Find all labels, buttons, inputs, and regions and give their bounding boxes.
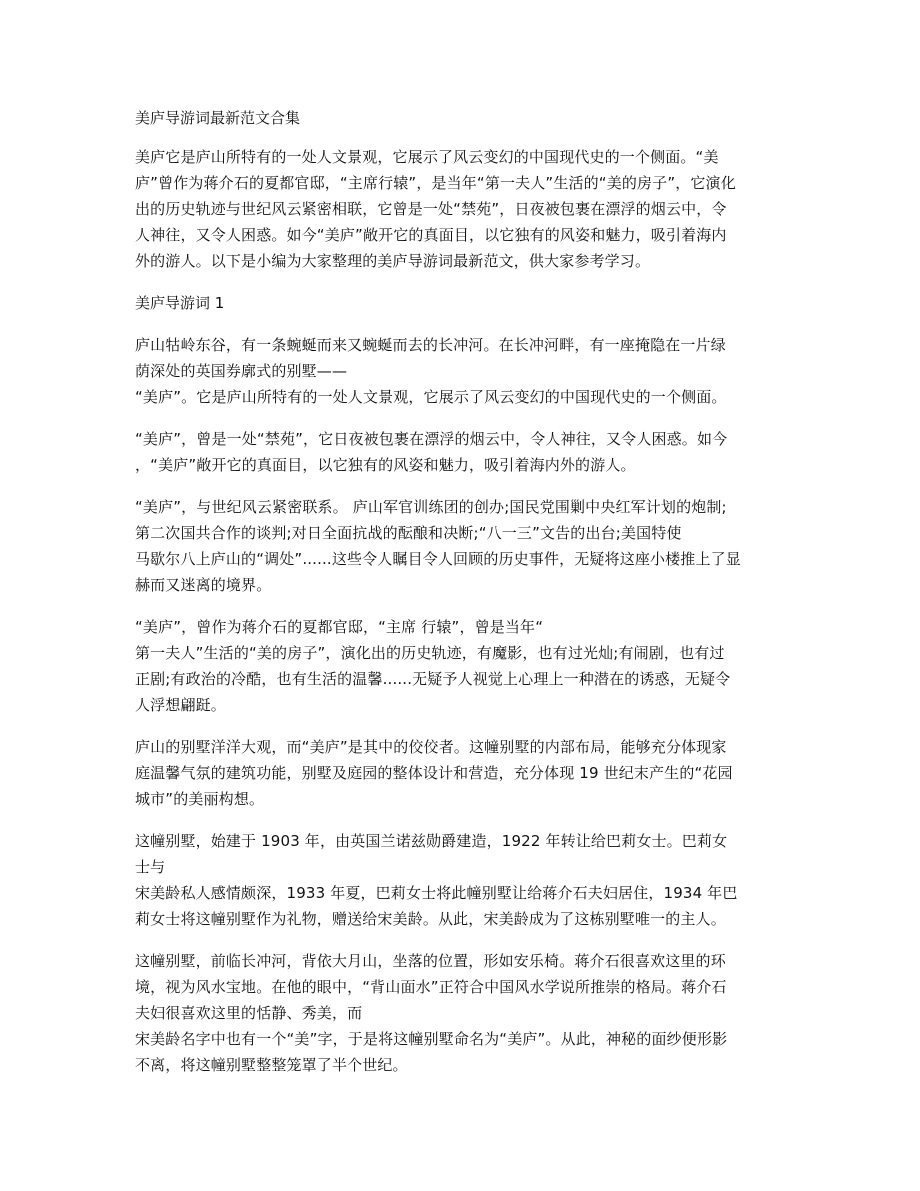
text-line: 宋美龄私人感情颇深，1933 年夏，巴莉女士将此幢别墅让给蒋介石夫妇居住，1934 年巴 [135, 884, 738, 902]
text-line: “美庐”，曾是一处“禁苑”，它日夜被包裹在漂浮的烟云中，令人神往，又令人困惑。如今 [135, 430, 728, 448]
text-line: 庐山牯岭东谷，有一条蜿蜒而来又蜿蜒而去的长冲河。在长冲河畔，有一座掩隐在一片绿 [135, 336, 726, 354]
body-paragraph [135, 426, 787, 478]
text-line: 出的历史轨迹与世纪风云紧密相联，它曾是一处“禁苑”，日夜被包裹在漂浮的烟云中，令 [135, 200, 727, 218]
text-line: 美庐它是庐山所特有的一处人文景观，它展示了风云变幻的中国现代史的一个侧面。“美 [135, 148, 719, 166]
text-line: 第一夫人”生活的“美的房子”，演化出的历史轨迹，有魔影，也有过光灿;有闹剧，也有过 [135, 644, 725, 662]
text-line: 人浮想翩跹。 [135, 696, 226, 714]
text-line: 荫深处的英国券廓式的别墅—— [135, 362, 348, 380]
text-line: 莉女士将这幢别墅作为礼物，赠送给宋美龄。从此，宋美龄成为了这栋别墅唯一的主人。 [135, 910, 726, 928]
text-line: “美庐”，与世纪风云紧密联系。 庐山军官训练团的创办;国民党围剿中央红军计划的炮制; [135, 498, 727, 516]
body-paragraph [135, 332, 787, 410]
text-line: 夫妇很喜欢这里的恬静、秀美，而 [135, 1004, 363, 1022]
body-paragraph [135, 494, 787, 598]
text-line: 这幢别墅，前临长冲河，背依大月山，坐落的位置，形如安乐椅。蒋介石很喜欢这里的环 [135, 952, 726, 970]
text-line: 城市”的美丽构想。 [135, 790, 265, 808]
body-paragraph [135, 614, 787, 718]
body-paragraph [135, 734, 787, 812]
text-line: 第二次国共合作的谈判;对日全面抗战的酝酿和决断;“八一三”文告的出台;美国特使 [135, 524, 682, 542]
text-line: 庐山的别墅洋洋大观，而“美庐”是其中的佼佼者。这幢别墅的内部布局，能够充分体现家 [135, 738, 727, 756]
document-title: 美庐导游词最新范文合集 [135, 109, 301, 127]
text-line: ，“美庐”敞开它的真面目，以它独有的风姿和魅力，吸引着海内外的游人。 [135, 456, 636, 474]
intro-paragraph [135, 144, 787, 274]
document-page [135, 104, 787, 1094]
text-line: 境，视为风水宝地。在他的眼中，“背山面水”正符合中国风水学说所推崇的格局。蒋介石 [135, 978, 727, 996]
text-line: 正剧;有政治的冷酷，也有生活的温馨......无疑予人视觉上心理上一种潜在的诱惑，无疑令 [135, 670, 731, 688]
text-line: 宋美龄名字中也有一个“美”字，于是将这幢别墅命名为“美庐”。从此，神秘的面纱便形影 [135, 1030, 728, 1048]
text-line: 不离，将这幢别墅整整笼罩了半个世纪。 [135, 1056, 408, 1074]
section-heading: 美庐导游词 1 [135, 294, 225, 312]
text-line: 外的游人。以下是小编为大家整理的美庐导游词最新范文，供大家参考学习。 [135, 252, 651, 270]
text-line: 人神往，又令人困惑。如今“美庐”敞开它的真面目，以它独有的风姿和魅力，吸引着海内 [135, 226, 727, 244]
body-paragraph [135, 948, 787, 1078]
text-line: 马歇尔八上庐山的“调处”......这些令人瞩目令人回顾的历史事件，无疑将这座小楼推上了显 [135, 550, 741, 568]
text-line: “美庐”，曾作为蒋介石的夏都官邸，“主席 行辕”，曾是当年“ [135, 618, 544, 636]
text-line: 这幢别墅，始建于 1903 年，由英国兰诺兹勋爵建造，1922 年转让给巴莉女士。巴莉女 [135, 832, 728, 850]
text-line: 赫而又迷离的境界。 [135, 576, 272, 594]
text-line: 庭温馨气氛的建筑功能，别墅及庭园的整体设计和营造，充分体现 19 世纪末产生的“花园 [135, 764, 733, 782]
body-paragraph [135, 828, 787, 932]
text-line: “美庐”。它是庐山所特有的一处人文景观，它展示了风云变幻的中国现代史的一个侧面。 [135, 388, 727, 406]
text-line: 庐”曾作为蒋介石的夏都官邸，“主席行辕”，是当年“第一夫人”生活的“美的房子”，它演化 [135, 174, 736, 192]
text-line: 士与 [135, 858, 166, 876]
